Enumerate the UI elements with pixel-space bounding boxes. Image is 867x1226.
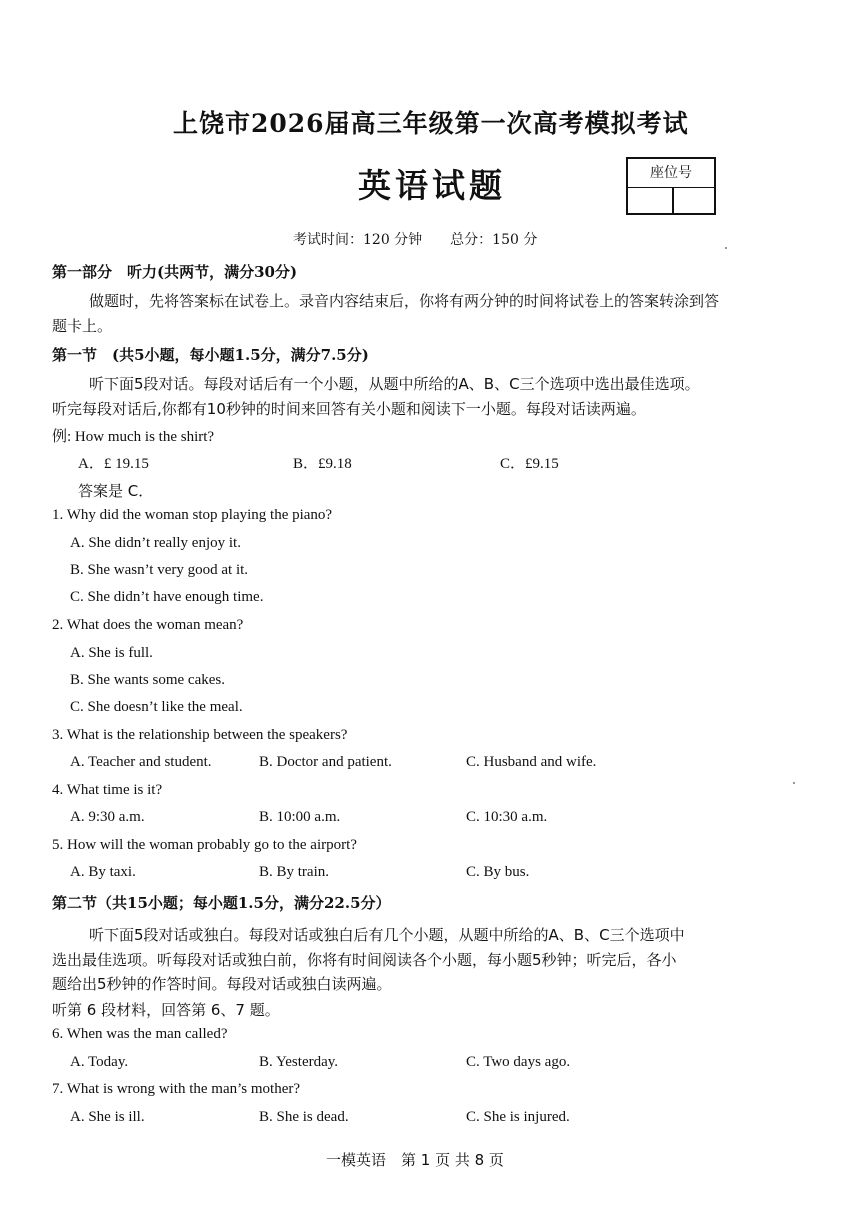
example-option-b: B．£9.18 [293, 456, 352, 472]
q4-option-a: A. 9:30 a.m. [70, 809, 145, 825]
q2-option-a: A. She is full. [70, 645, 153, 661]
q5-option-b: B. By train. [259, 864, 329, 880]
material-note: 听第 6 段材料，回答第 6、7 题。 [52, 1001, 280, 1019]
example-question: 例: How much is the shirt? [52, 429, 215, 445]
q1-option-c: C. She didn’t have enough time. [70, 589, 264, 605]
question-7: 7. What is wrong with the man’s mother? [52, 1081, 301, 1097]
q2-option-b: B. She wants some cakes. [70, 672, 225, 688]
example-answer: 答案是 C． [78, 482, 154, 500]
section1-instruction-line2: 听完每段对话后,你都有10秒钟的时间来回答有关小题和阅读下一小题。每段对话读两遍。 [52, 400, 646, 418]
question-2: 2. What does the woman mean? [52, 617, 244, 633]
q4-option-b: B. 10:00 a.m. [259, 809, 341, 825]
q3-option-c: C. Husband and wife. [466, 754, 597, 770]
section2-instruction-line1: 听下面5段对话或独白。每段对话或独白后有几个小题，从题中所给的A、B、C三个选项中 [89, 926, 685, 944]
q2-option-c: C. She doesn’t like the meal. [70, 699, 243, 715]
q6-option-c: C. Two days ago. [466, 1054, 571, 1070]
seat-number-label: 座位号 [628, 159, 714, 188]
exam-title: 上饶市2026届高三年级第一次高考模拟考试 [173, 109, 689, 138]
q7-option-b: B. She is dead. [259, 1109, 349, 1125]
q4-option-c: C. 10:30 a.m. [466, 809, 548, 825]
q6-option-b: B. Yesterday. [259, 1054, 339, 1070]
q1-option-b: B. She wasn’t very good at it. [70, 562, 249, 578]
section1-heading: 第一节 (共5小题，每小题1.5分，满分7.5分) [52, 346, 369, 364]
q7-option-a: A. She is ill. [70, 1109, 145, 1125]
page-footer: 一模英语 第 1 页 共 8 页 [326, 1151, 504, 1169]
exam-info: 考试时间：120 分钟 总分：150 分 [293, 232, 538, 248]
example-option-c: C．£9.15 [500, 456, 559, 472]
part1-instruction-line1: 做题时，先将答案标在试卷上。录音内容结束后，你将有两分钟的时间将试卷上的答案转涂到答 [89, 292, 720, 310]
q5-option-c: C. By bus. [466, 864, 530, 880]
q7-option-c: C. She is injured. [466, 1109, 570, 1125]
section2-heading: 第二节（共15小题；每小题1.5分，满分22.5分） [52, 894, 391, 912]
q3-option-b: B. Doctor and patient. [259, 754, 392, 770]
q1-option-a: A. She didn’t really enjoy it. [70, 535, 241, 551]
subject-title: 英语试题 [358, 166, 506, 205]
q6-option-a: A. Today. [70, 1054, 129, 1070]
q5-option-a: A. By taxi. [70, 864, 136, 880]
section1-instruction-line1: 听下面5段对话。每段对话后有一个小题，从题中所给的A、B、C三个选项中选出最佳选项。 [89, 375, 700, 393]
scan-speck [725, 247, 727, 249]
part1-instruction-line2: 题卡上。 [52, 317, 113, 335]
scan-speck [793, 782, 795, 784]
question-6: 6. When was the man called? [52, 1026, 228, 1042]
question-3: 3. What is the relationship between the speakers? [52, 727, 348, 743]
question-5: 5. How will the woman probably go to the airport? [52, 837, 357, 853]
question-1: 1. Why did the woman stop playing the piano? [52, 507, 333, 523]
seat-box-divider [672, 187, 674, 215]
part1-heading: 第一部分 听力(共两节，满分30分) [52, 263, 298, 281]
section2-instruction-line3: 题给出5秒钟的作答时间。每段对话或独白读两遍。 [52, 975, 392, 993]
example-option-a: A．£ 19.15 [78, 456, 149, 472]
seat-number-box [626, 157, 716, 215]
question-4: 4. What time is it? [52, 782, 163, 798]
q3-option-a: A. Teacher and student. [70, 754, 212, 770]
section2-instruction-line2: 选出最佳选项。听每段对话或独白前，你将有时间阅读各个小题，每小题5秒钟；听完后，各小 [52, 951, 677, 969]
